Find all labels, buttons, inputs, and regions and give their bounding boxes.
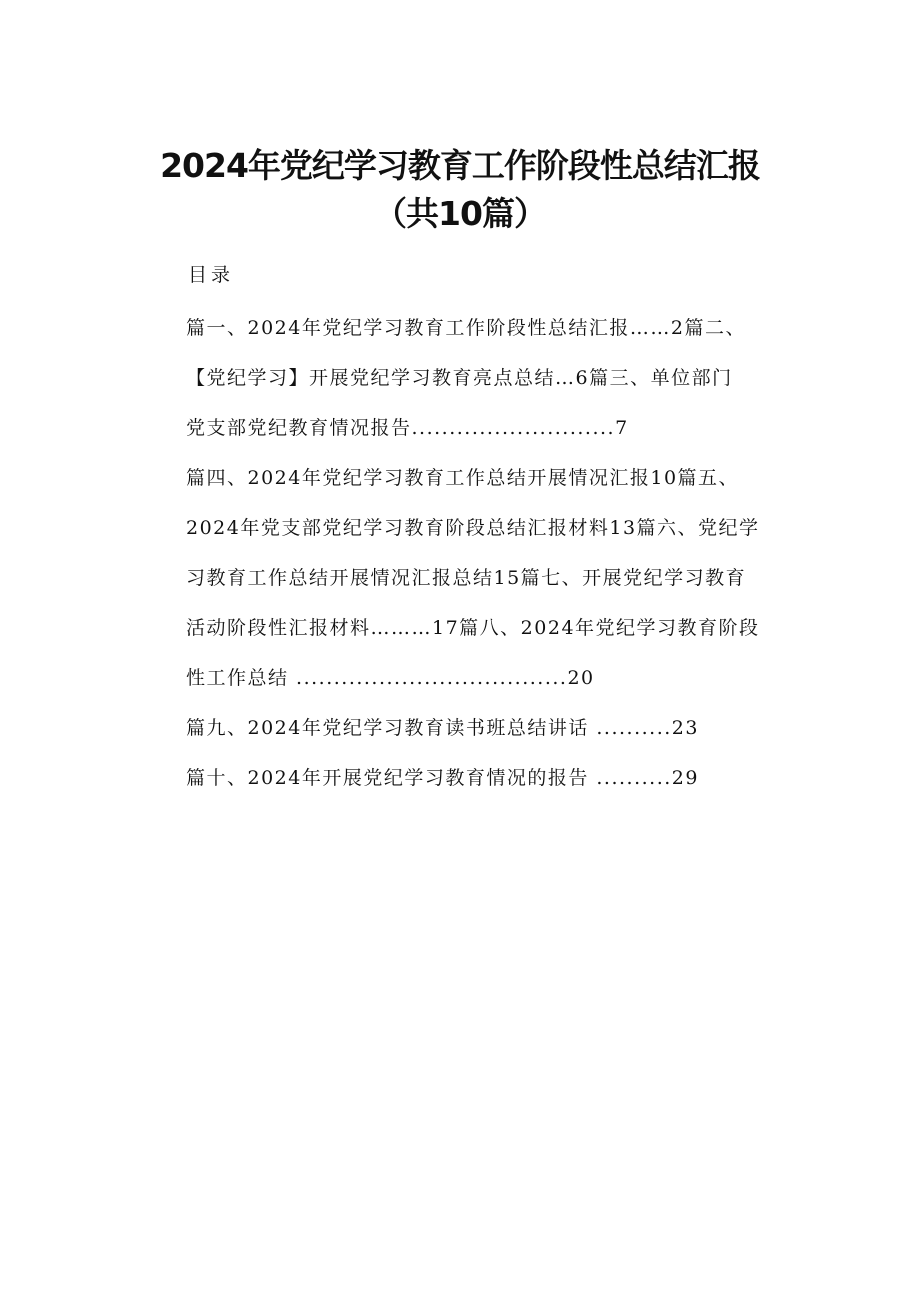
toc-line: 活动阶段性汇报材料………17篇八、2024年党纪学习教育阶段 <box>186 617 760 639</box>
toc-line: 性工作总结 ....................................20 <box>186 667 595 689</box>
toc-line: 篇九、2024年党纪学习教育读书班总结讲话 ..........23 <box>186 717 699 739</box>
toc-line: 习教育工作总结开展情况汇报总结15篇七、开展党纪学习教育 <box>186 567 747 589</box>
toc-line: 2024年党支部党纪学习教育阶段总结汇报材料13篇六、党纪学 <box>186 517 760 539</box>
document-subtitle: （共10篇） <box>374 194 546 233</box>
toc-line: 篇一、2024年党纪学习教育工作阶段性总结汇报……2篇二、 <box>186 317 746 339</box>
toc-heading: 目录 <box>188 264 235 286</box>
toc-line: 党支部党纪教育情况报告...........................7 <box>186 417 629 439</box>
toc-line: 【党纪学习】开展党纪学习教育亮点总结…6篇三、单位部门 <box>186 367 733 389</box>
table-of-contents <box>186 303 816 803</box>
toc-line: 篇四、2024年党纪学习教育工作总结开展情况汇报10篇五、 <box>186 467 740 489</box>
document-title: 2024年党纪学习教育工作阶段性总结汇报 <box>160 146 760 185</box>
toc-line: 篇十、2024年开展党纪学习教育情况的报告 ..........29 <box>186 767 699 789</box>
